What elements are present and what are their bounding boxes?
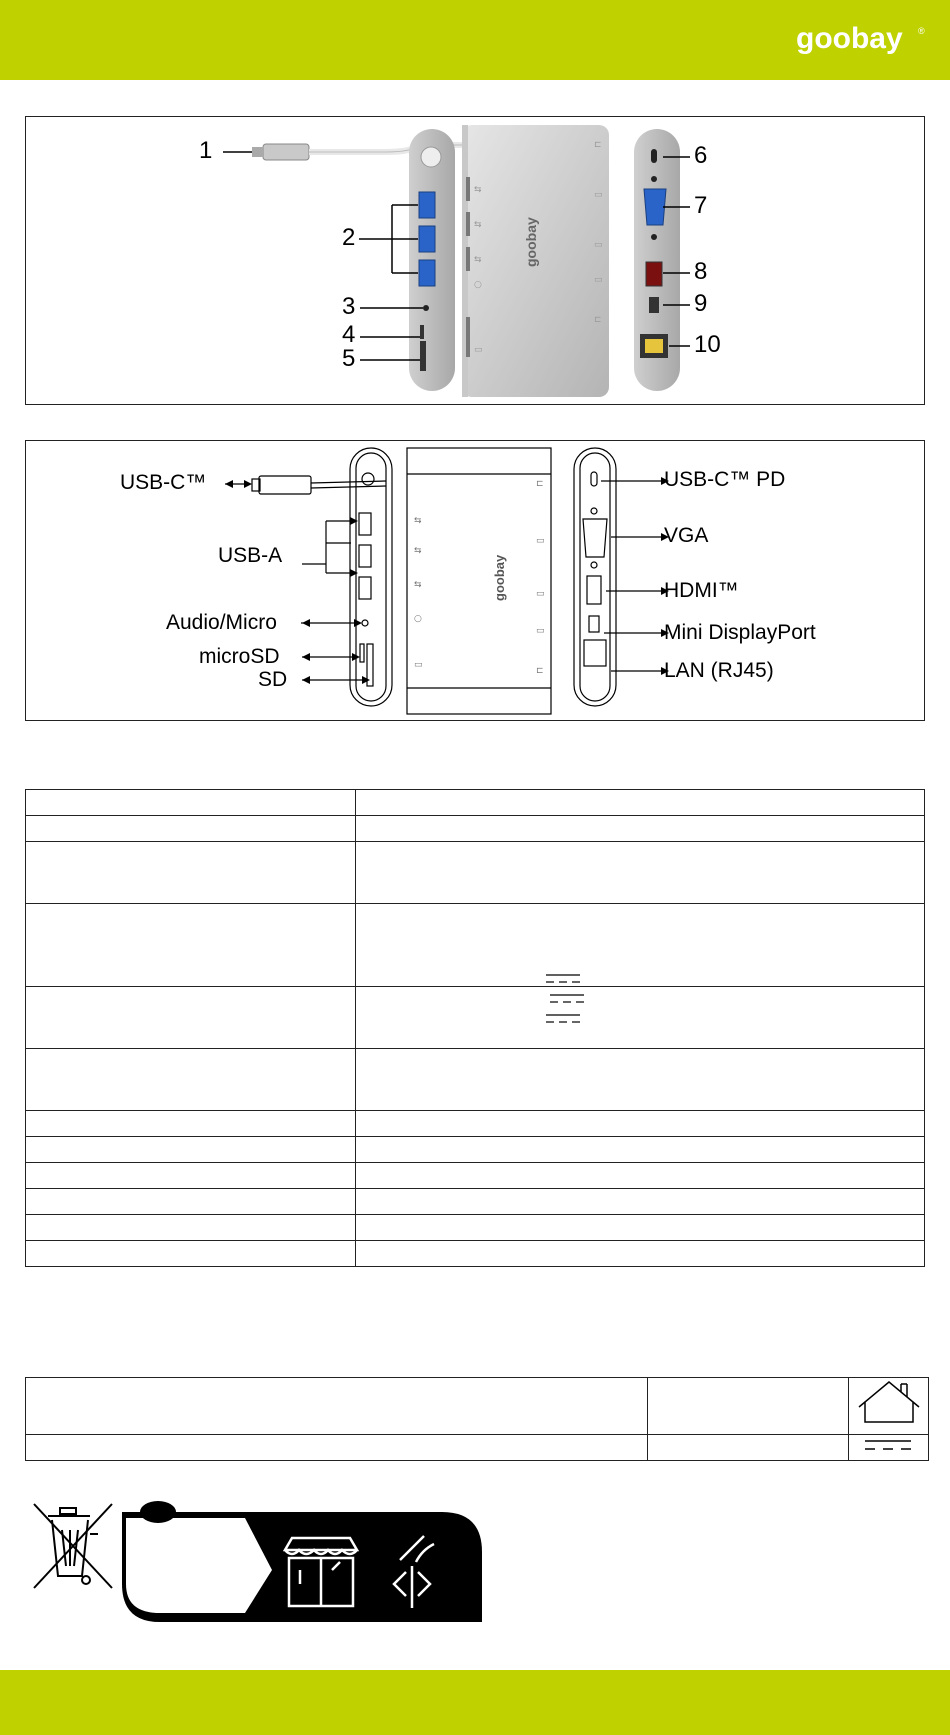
spec-value-cell [356, 904, 925, 987]
svg-text:⇆: ⇆ [414, 546, 422, 556]
direct-current-icon [546, 973, 582, 985]
spec-label-cell [26, 1137, 356, 1163]
spec-value-cell [356, 1189, 925, 1215]
svg-text:⇆: ⇆ [474, 185, 482, 195]
spec-label-cell [26, 904, 356, 987]
spec-value-cell [356, 1241, 925, 1267]
spec-value-cell [356, 1163, 925, 1189]
label-usb-c: USB-C™ [120, 471, 207, 494]
svg-text:⇆: ⇆ [414, 580, 422, 590]
spec-row [26, 790, 925, 816]
spec-label-cell [26, 816, 356, 842]
label-hdmi: HDMI™ [664, 579, 739, 602]
spec-row [26, 904, 925, 987]
direct-current-icon [550, 993, 586, 1005]
top-brand-bar [0, 0, 950, 80]
rating-cell [648, 1435, 849, 1461]
svg-text:▭: ▭ [474, 345, 483, 355]
svg-text:▭: ▭ [414, 660, 423, 670]
svg-text:▭: ▭ [536, 626, 545, 636]
callout-number-4: 4 [342, 321, 356, 348]
spec-value-cell [356, 816, 925, 842]
spec-label-cell [26, 1189, 356, 1215]
label-usb-a: USB-A [218, 544, 283, 567]
svg-text:⇆: ⇆ [474, 220, 482, 230]
label-vga: VGA [664, 524, 709, 547]
svg-text:®: ® [918, 26, 925, 36]
port-diagram-panel [25, 440, 925, 721]
spec-label-cell [26, 1111, 356, 1137]
svg-text:○: ○ [474, 280, 482, 290]
svg-text:▭: ▭ [594, 190, 603, 200]
callout-number-9: 9 [694, 290, 708, 317]
label-audio-micro: Audio/Micro [166, 611, 277, 634]
spec-value-cell [356, 1215, 925, 1241]
product-photo-drawing [26, 117, 924, 404]
goobay-logo [796, 22, 926, 56]
svg-text:⊏: ⊏ [594, 315, 602, 325]
callout-number-1: 1 [199, 137, 213, 164]
spec-label-cell [26, 987, 356, 1049]
spec-row [26, 1163, 925, 1189]
svg-text:⇆: ⇆ [474, 255, 482, 265]
specification-table [25, 789, 925, 1267]
rating-cell [26, 1435, 648, 1461]
disposal-section [30, 1500, 490, 1625]
spec-row [26, 1137, 925, 1163]
rating-table [25, 1377, 929, 1461]
callout-number-5: 5 [342, 345, 356, 372]
product-photo-panel [25, 116, 925, 405]
label-sd: SD [258, 668, 288, 691]
rating-cell [26, 1378, 648, 1435]
callout-number-3: 3 [342, 293, 356, 320]
spec-row [26, 1049, 925, 1111]
spec-label-cell [26, 1215, 356, 1241]
spec-row [26, 842, 925, 904]
callout-number-8: 8 [694, 258, 708, 285]
svg-text:▭: ▭ [536, 536, 545, 546]
callout-number-6: 6 [694, 142, 708, 169]
callout-number-2: 2 [342, 224, 356, 251]
svg-text:▭: ▭ [594, 275, 603, 285]
svg-text:⊏: ⊏ [536, 479, 544, 489]
svg-text:⇆: ⇆ [414, 516, 422, 526]
svg-text:goobay: goobay [796, 22, 903, 55]
label-usb-c-pd: USB-C™ PD [664, 468, 786, 491]
svg-text:▭: ▭ [594, 240, 603, 250]
spec-label-cell [26, 842, 356, 904]
callout-number-7: 7 [694, 192, 708, 219]
spec-row [26, 816, 925, 842]
svg-text:goobay: goobay [523, 217, 539, 267]
spec-value-cell [356, 1137, 925, 1163]
spec-row [26, 1189, 925, 1215]
collection-band [122, 1501, 482, 1622]
spec-value-cell [356, 842, 925, 904]
spec-value-cell [356, 1049, 925, 1111]
direct-current-icon [546, 1013, 582, 1025]
svg-text:⊏: ⊏ [536, 666, 544, 676]
svg-text:⊏: ⊏ [594, 140, 602, 150]
spec-row [26, 987, 925, 1049]
spec-label-cell [26, 1241, 356, 1267]
spec-label-cell [26, 790, 356, 816]
svg-text:goobay: goobay [492, 554, 507, 601]
spec-label-cell [26, 1049, 356, 1111]
spec-row [26, 1241, 925, 1267]
svg-text:▭: ▭ [536, 589, 545, 599]
spec-value-cell [356, 1111, 925, 1137]
spec-row [26, 1111, 925, 1137]
spec-value-cell [356, 790, 925, 816]
spec-row [26, 1215, 925, 1241]
spec-value-cell [356, 987, 925, 1049]
callout-number-10: 10 [694, 331, 721, 358]
svg-text:○: ○ [414, 614, 422, 624]
dc-symbol-cell [849, 1435, 929, 1461]
crossed-out-wheelie-bin-icon [34, 1504, 112, 1588]
label-mini-displayport: Mini DisplayPort [664, 621, 816, 644]
spec-label-cell [26, 1163, 356, 1189]
direct-current-icon [849, 1435, 928, 1455]
label-lan-rj45: LAN (RJ45) [664, 659, 774, 682]
rating-cell [648, 1378, 849, 1435]
label-microsd: microSD [199, 645, 280, 668]
rating-icon-cell [849, 1378, 929, 1435]
bottom-brand-bar [0, 1670, 950, 1735]
indoor-use-house-icon [849, 1378, 928, 1429]
